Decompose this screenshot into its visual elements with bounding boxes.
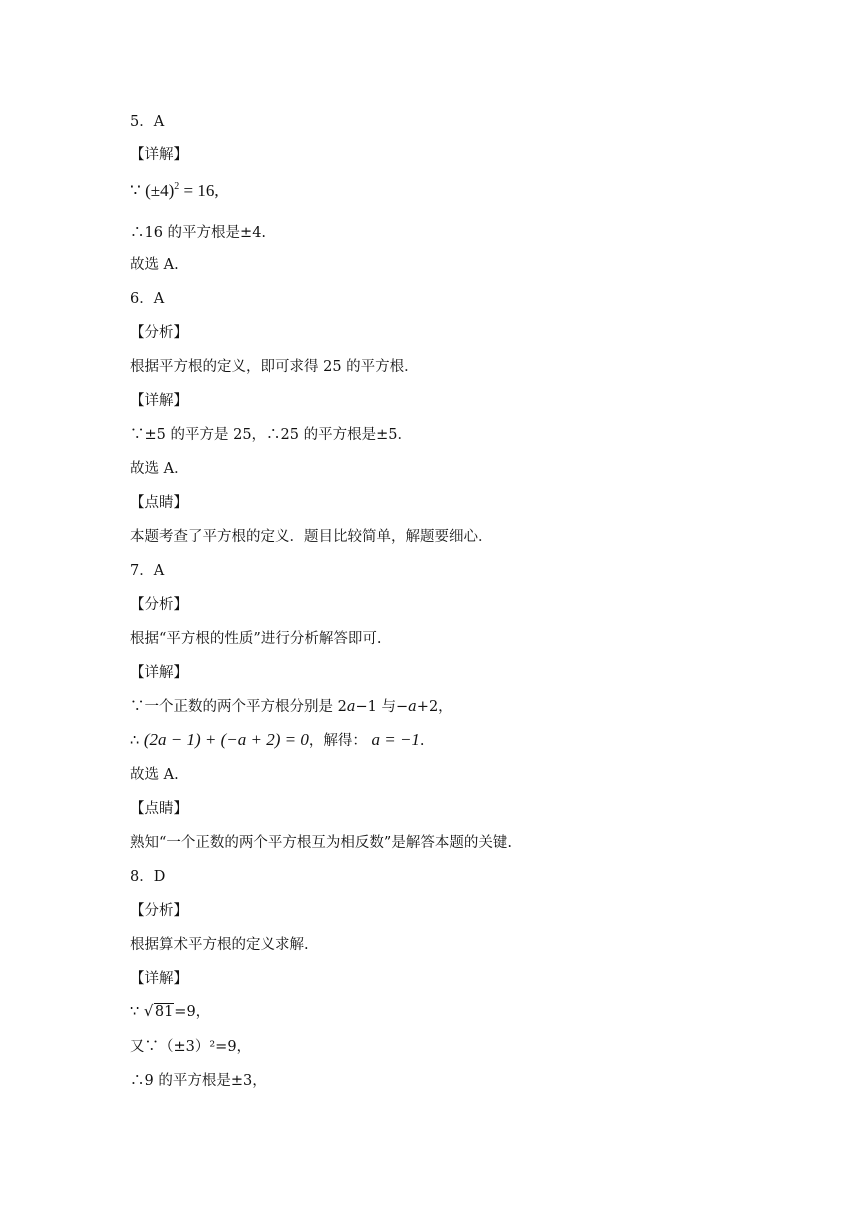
q5-equation: [130, 177, 219, 201]
q7-equation-line: [130, 730, 425, 751]
q7-var-a-2: a: [408, 699, 417, 715]
q5-choose: 故选 A.: [130, 257, 179, 273]
q6-analysis: 根据平方根的定义，即可求得 25 的平方根．: [130, 359, 419, 375]
q7-equation: (2a − 1) + (−a + 2) = 0: [143, 730, 309, 749]
q7-detail-heading: 【详解】: [130, 665, 188, 681]
q7-var-a: a: [346, 699, 356, 715]
q8-sqrt-line: [130, 1002, 210, 1022]
q7-solution: a = −1: [371, 730, 420, 749]
q6-detail-heading: 【详解】: [130, 393, 188, 409]
q7-analysis: 根据“平方根的性质”进行分析解答即可.: [130, 631, 382, 647]
q7-answer: 7．A: [130, 563, 165, 579]
q8-therefore: ∴9 的平方根是±3，: [130, 1073, 267, 1089]
q6-comment-heading: 【点睛】: [130, 495, 188, 511]
q7-eq-end: .: [419, 733, 425, 749]
q6-comment: 本题考查了平方根的定义．题目比较简单，解题要细心．: [130, 529, 493, 545]
sqrt-symbol: √ 81: [143, 1002, 174, 1020]
q8-again: 又∵（±3）²=9，: [130, 1039, 252, 1055]
q5-answer: 5．A: [130, 114, 165, 130]
q6-answer: 6．A: [130, 291, 165, 307]
q6-detail: ∵±5 的平方是 25，∴25 的平方根是±5．: [130, 427, 412, 443]
sqrt-radicand: 81: [154, 1004, 174, 1020]
q5-therefore: ∴16 的平方根是±4.: [130, 225, 267, 241]
q8-detail-heading: 【详解】: [130, 971, 188, 987]
q7-detail-a: ∵一个正数的两个平方根分别是 2: [130, 699, 347, 715]
q5-expr: (±4): [145, 181, 175, 200]
q7-comment-heading: 【点睛】: [130, 801, 188, 817]
q6-choose: 故选 A．: [130, 461, 189, 477]
q8-sqrt-rhs: =9，: [174, 1004, 211, 1020]
q7-analysis-heading: 【分析】: [130, 597, 188, 613]
q6-analysis-heading: 【分析】: [130, 325, 188, 341]
q7-detail-mid: −1 与−: [355, 699, 409, 715]
q5-detail-heading: 【详解】: [130, 147, 188, 163]
because-symbol: ∵: [130, 181, 141, 200]
q7-comment: 熟知“一个正数的两个平方根互为相反数”是解答本题的关键.: [130, 835, 512, 851]
q7-detail-end: +2，: [416, 699, 453, 715]
because-symbol-2: ∵: [130, 1004, 144, 1020]
q8-answer: 8．D: [130, 869, 166, 885]
q7-detail: [130, 697, 453, 717]
q8-analysis-heading: 【分析】: [130, 903, 188, 919]
q7-eq-mid: ，解得：: [308, 733, 367, 749]
q5-rhs: = 16,: [179, 181, 219, 200]
therefore-symbol: ∴: [130, 733, 140, 749]
q5-exponent: 2: [174, 181, 180, 192]
q7-choose: 故选 A.: [130, 767, 179, 783]
q8-analysis: 根据算术平方根的定义求解.: [130, 937, 309, 953]
